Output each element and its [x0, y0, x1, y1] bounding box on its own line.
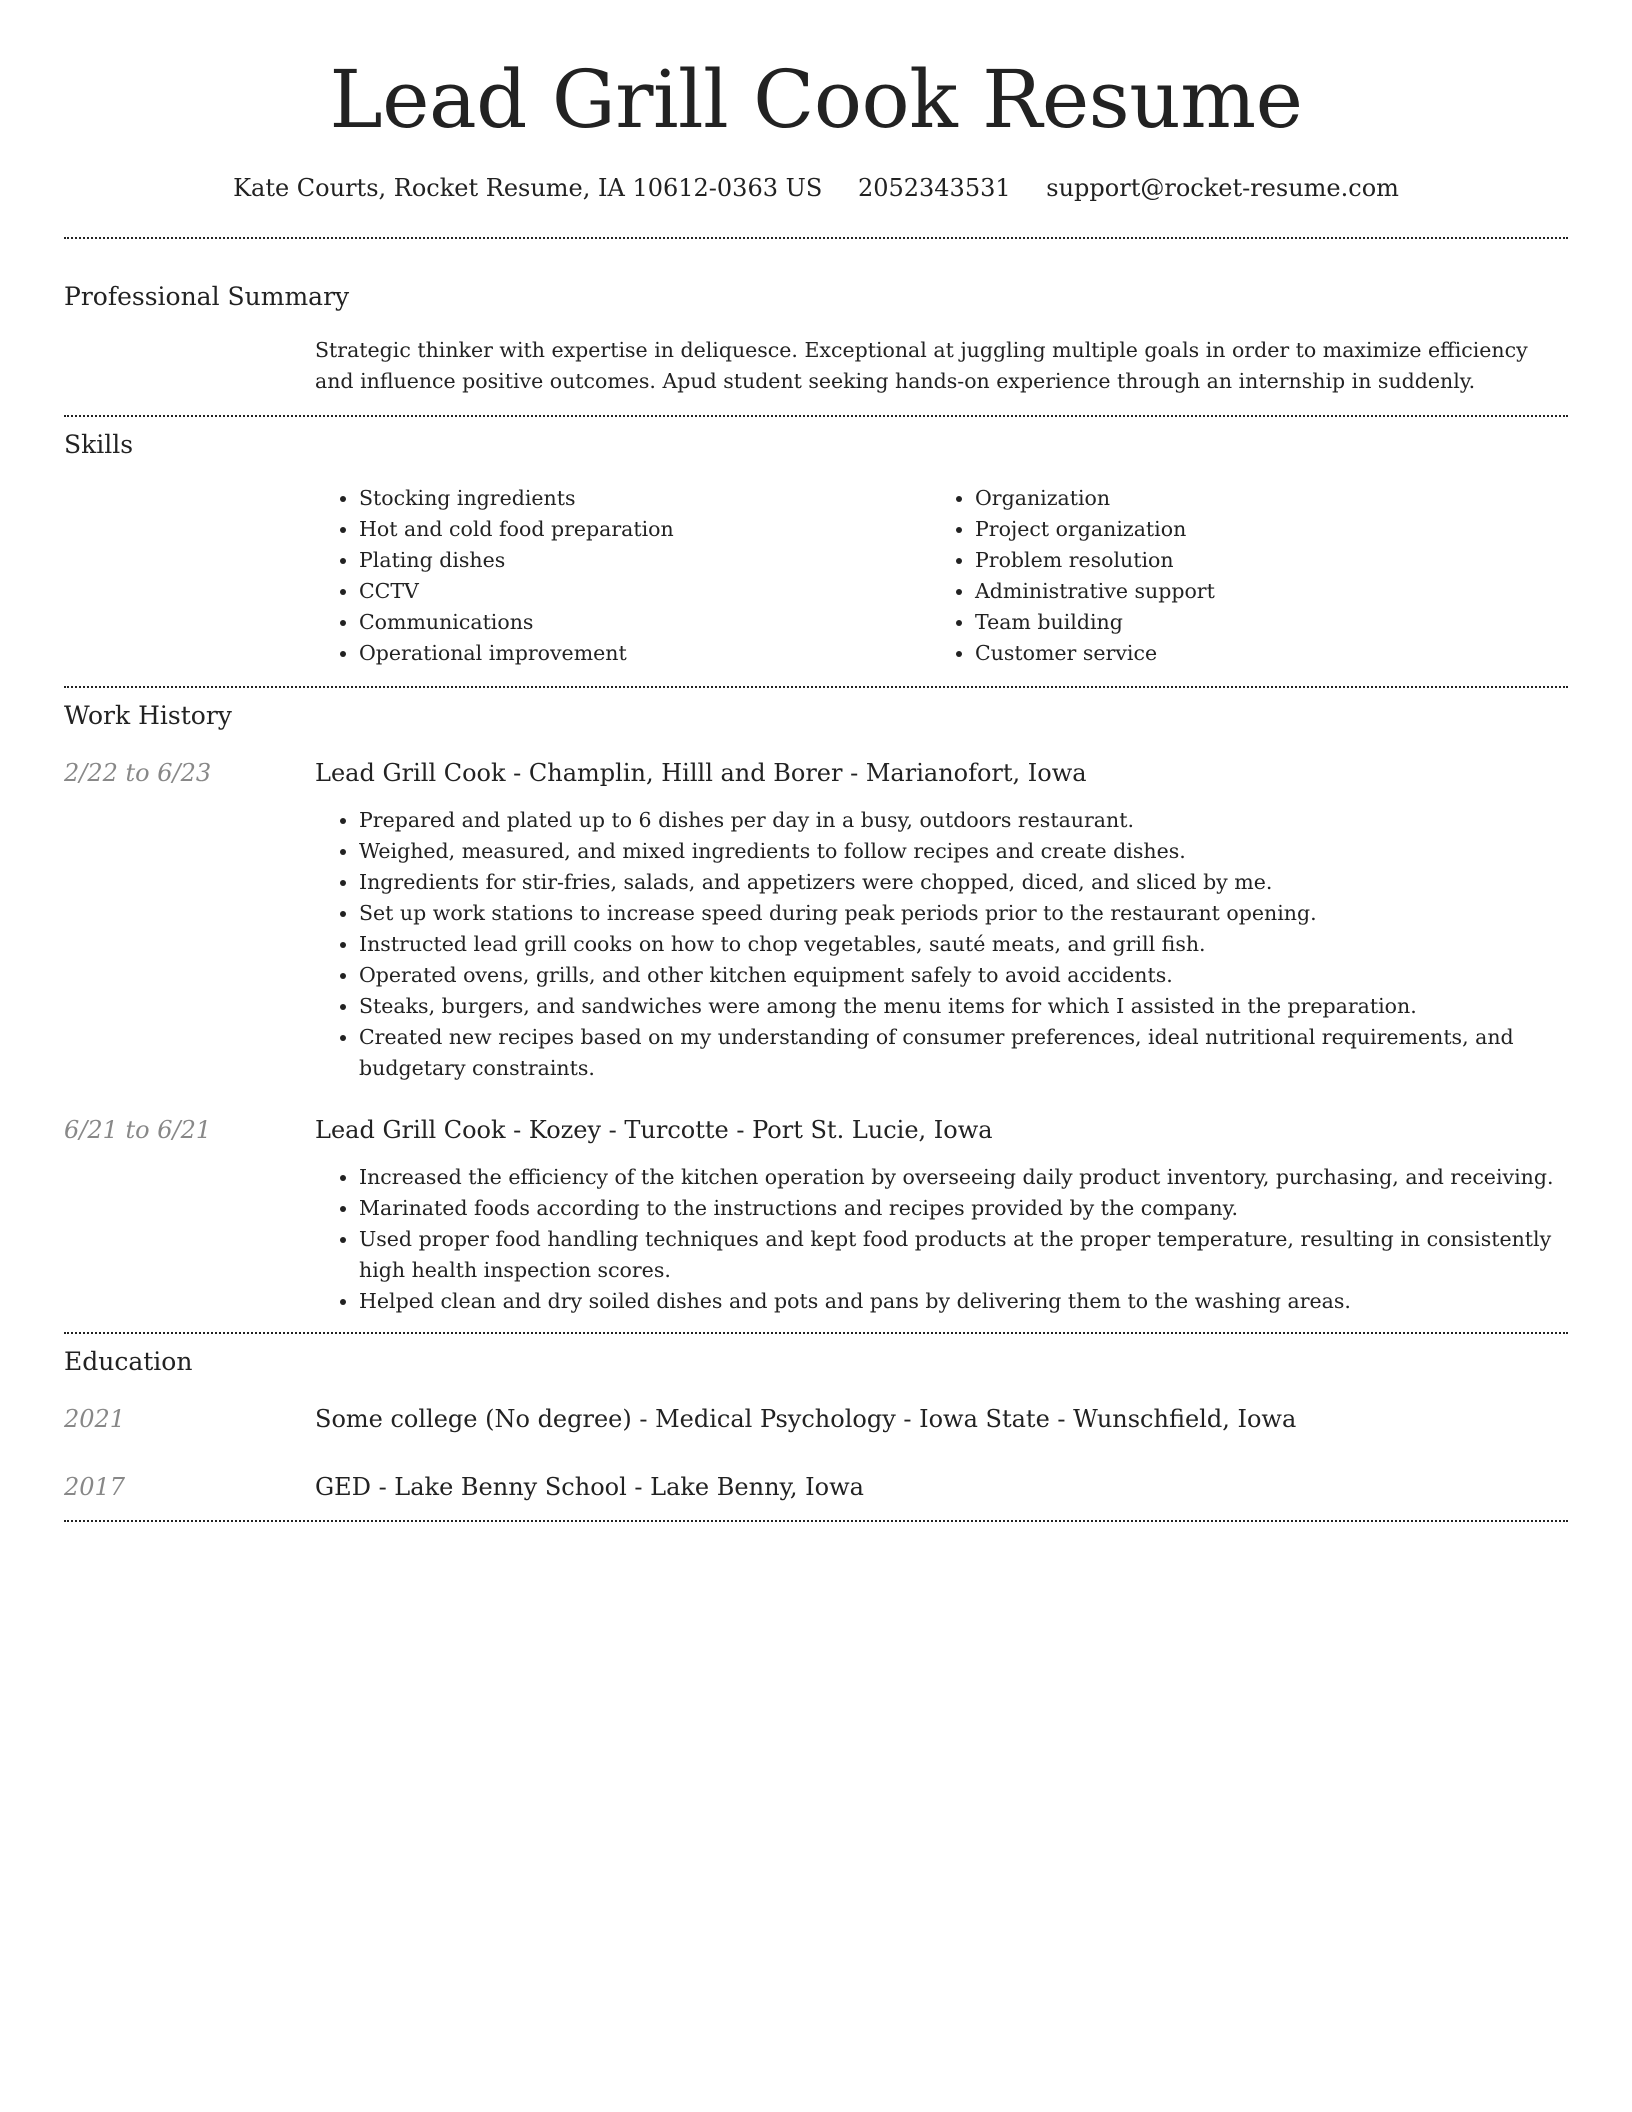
education-section — [64, 1334, 1568, 1520]
skills-section — [64, 417, 1568, 686]
list-item: • CCTV — [359, 576, 931, 607]
education-title: GED - Lake Benny School - Lake Benny, Iowa — [315, 1473, 864, 1501]
skills-lists — [315, 483, 1568, 669]
work-heading: Work History — [64, 701, 232, 730]
education-title: Some college (No degree) - Medical Psychology - Iowa State - Wunschfield, Iowa — [315, 1405, 1297, 1433]
education-entry — [64, 1403, 1568, 1435]
work-section — [64, 688, 1568, 1332]
job-bullets — [315, 805, 1568, 1084]
contact-phone: 2052343531 — [857, 174, 1011, 202]
education-heading: Education — [64, 1347, 193, 1376]
education-year: 2017 — [64, 1473, 126, 1501]
list-item: • Instructed lead grill cooks on how to chop vegetables, sauté meats, and grill fish. — [359, 929, 1568, 960]
job-title: Lead Grill Cook - Champlin, Hilll and Borer - Marianofort, Iowa — [315, 759, 1087, 787]
list-item: • Hot and cold food preparation — [359, 514, 931, 545]
resume-title: Lead Grill Cook Resume — [329, 53, 1303, 146]
list-item: • Customer service — [975, 638, 1215, 669]
list-item: • Helped clean and dry soiled dishes and pots and pans by delivering them to the washing areas. — [359, 1286, 1568, 1317]
list-item: • Weighed, measured, and mixed ingredients to follow recipes and create dishes. — [359, 836, 1568, 867]
list-item: • Used proper food handling techniques and kept food products at the proper temperature, resulting in consistently high health inspection scores. — [359, 1224, 1568, 1286]
list-item: • Operated ovens, grills, and other kitchen equipment safely to avoid accidents. — [359, 960, 1568, 991]
list-item: • Operational improvement — [359, 638, 931, 669]
summary-section — [64, 239, 1568, 415]
list-item: • Prepared and plated up to 6 dishes per day in a busy, outdoors restaurant. — [359, 805, 1568, 836]
job-dates: 6/21 to 6/21 — [64, 1116, 212, 1144]
list-item: • Plating dishes — [359, 545, 931, 576]
skills-list-left — [315, 483, 931, 669]
contact-email: support@rocket-resume.com — [1046, 174, 1399, 202]
divider — [64, 1520, 1568, 1522]
list-item: • Stocking ingredients — [359, 483, 931, 514]
job-bullets — [315, 1162, 1568, 1317]
job-dates: 2/22 to 6/23 — [64, 759, 212, 787]
skills-heading: Skills — [64, 430, 134, 459]
job-entry — [64, 757, 1568, 1084]
education-year: 2021 — [64, 1405, 126, 1433]
list-item: • Organization — [975, 483, 1215, 514]
list-item: • Steaks, burgers, and sandwiches were among the menu items for which I assisted in the preparation. — [359, 991, 1568, 1022]
list-item: • Created new recipes based on my understanding of consumer preferences, ideal nutritional requirements, and budgetary constraints. — [359, 1022, 1568, 1084]
education-entry — [64, 1471, 1568, 1520]
list-item: • Administrative support — [975, 576, 1215, 607]
resume-page — [64, 0, 1568, 1522]
list-item: • Team building — [975, 607, 1215, 638]
skills-list-right — [931, 483, 1215, 669]
contact-address: Kate Courts, Rocket Resume, IA 10612-0363 US — [233, 174, 823, 202]
summary-text: Strategic thinker with expertise in deliquesce. Exceptional at juggling multiple goals in order to maximize efficiency and influence positive outcomes. Apud student seeking hands-on experience through an internship in suddenly. — [315, 338, 1528, 393]
summary-heading: Professional Summary — [64, 282, 350, 311]
job-entry — [64, 1114, 1568, 1332]
job-title: Lead Grill Cook - Kozey - Turcotte - Port St. Lucie, Iowa — [315, 1116, 993, 1144]
list-item: • Marinated foods according to the instructions and recipes provided by the company. — [359, 1193, 1568, 1224]
list-item: • Problem resolution — [975, 545, 1215, 576]
list-item: • Communications — [359, 607, 931, 638]
list-item: • Ingredients for stir-fries, salads, and appetizers were chopped, diced, and sliced by me. — [359, 867, 1568, 898]
list-item: • Project organization — [975, 514, 1215, 545]
list-item: • Increased the efficiency of the kitchen operation by overseeing daily product inventory, purchasing, and receiving. — [359, 1162, 1568, 1193]
contact-line — [64, 172, 1568, 204]
list-item: • Set up work stations to increase speed during peak periods prior to the restaurant opening. — [359, 898, 1568, 929]
